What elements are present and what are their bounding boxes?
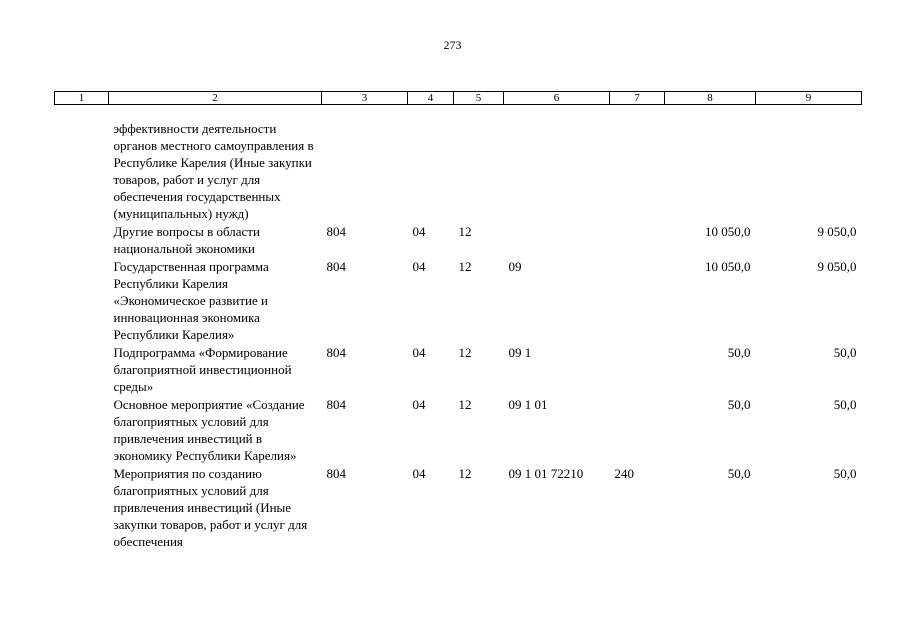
row-name: Другие вопросы в области национальной экономики [113, 224, 260, 256]
row-col-1 [55, 222, 109, 257]
row-amount-1: 50,0 [727, 345, 751, 360]
row-code-ministry: 804 [326, 397, 346, 412]
row-amount-2: 9 050,0 [817, 224, 857, 239]
row-code-target: 09 1 [508, 345, 532, 360]
row-code-expense: 240 [614, 466, 634, 481]
row-code-expense [610, 222, 665, 257]
header-col-4: 4 [408, 92, 454, 105]
table-row [55, 395, 862, 464]
header-row [55, 92, 862, 105]
header-col-6: 6 [504, 92, 610, 105]
row-code-target: 09 1 01 72210 [508, 466, 584, 481]
row-code-ministry: 804 [326, 345, 346, 360]
row-amount-2: 50,0 [833, 345, 857, 360]
row-name: Подпрограмма «Формирование благоприятной инвестиционной среды» [113, 345, 292, 394]
row-col-1 [55, 343, 109, 395]
header-col-5: 5 [454, 92, 504, 105]
row-col-1 [55, 257, 109, 343]
row-code-section: 04 [412, 259, 426, 274]
table-row [55, 343, 862, 395]
row-code-subsection: 12 [458, 466, 472, 481]
header-col-2: 2 [109, 92, 322, 105]
row-code-subsection [454, 105, 504, 223]
row-code-subsection: 12 [458, 259, 472, 274]
row-amount-1: 50,0 [727, 397, 751, 412]
header-col-3: 3 [322, 92, 408, 105]
row-code-expense [610, 343, 665, 395]
row-col-1 [55, 105, 109, 223]
budget-table [54, 91, 862, 550]
row-code-subsection: 12 [458, 224, 472, 239]
header-col-9: 9 [756, 92, 862, 105]
row-amount-2: 9 050,0 [817, 259, 857, 274]
row-code-target [504, 105, 610, 223]
row-name: эффективности деятельности органов местного самоуправления в Республике Карелия (Иные закупки товаров, работ и услуг для обеспечения государственных (муниципальных) нужд) [113, 121, 314, 221]
header-col-7: 7 [610, 92, 665, 105]
row-code-section: 04 [412, 224, 426, 239]
row-amount-1: 10 050,0 [705, 224, 751, 239]
row-code-expense [610, 395, 665, 464]
row-code-section: 04 [412, 466, 426, 481]
row-code-expense [610, 257, 665, 343]
row-col-1 [55, 464, 109, 550]
table-row [55, 257, 862, 343]
table-row [55, 105, 862, 223]
row-code-ministry [322, 105, 408, 223]
table-row [55, 222, 862, 257]
row-code-target [504, 222, 610, 257]
row-name: Основное мероприятие «Создание благоприятных условий для привлечения инвестиций в экономику Республики Карелия» [113, 397, 305, 463]
row-code-subsection: 12 [458, 397, 472, 412]
row-code-section: 04 [412, 345, 426, 360]
row-amount-1: 10 050,0 [705, 259, 751, 274]
row-code-ministry: 804 [326, 466, 346, 481]
header-col-1: 1 [55, 92, 109, 105]
header-col-8: 8 [665, 92, 756, 105]
row-amount-2: 50,0 [833, 466, 857, 481]
row-code-target: 09 [508, 259, 522, 274]
row-amount-2 [756, 105, 862, 223]
row-name: Мероприятия по созданию благоприятных условий для привлечения инвестиций (Иные закупки товаров, работ и услуг для обеспечения [113, 466, 308, 549]
row-code-subsection: 12 [458, 345, 472, 360]
row-code-expense [610, 105, 665, 223]
row-col-1 [55, 395, 109, 464]
row-code-ministry: 804 [326, 224, 346, 239]
row-amount-1 [665, 105, 756, 223]
table-row [55, 464, 862, 550]
row-code-section: 04 [412, 397, 426, 412]
row-code-ministry: 804 [326, 259, 346, 274]
row-name: Государственная программа Республики Карелия «Экономическое развитие и инновационная экономика Республики Карелия» [113, 259, 269, 342]
page-number: 273 [443, 38, 462, 52]
row-amount-2: 50,0 [833, 397, 857, 412]
row-code-section [408, 105, 454, 223]
row-code-target: 09 1 01 [508, 397, 548, 412]
row-amount-1: 50,0 [727, 466, 751, 481]
